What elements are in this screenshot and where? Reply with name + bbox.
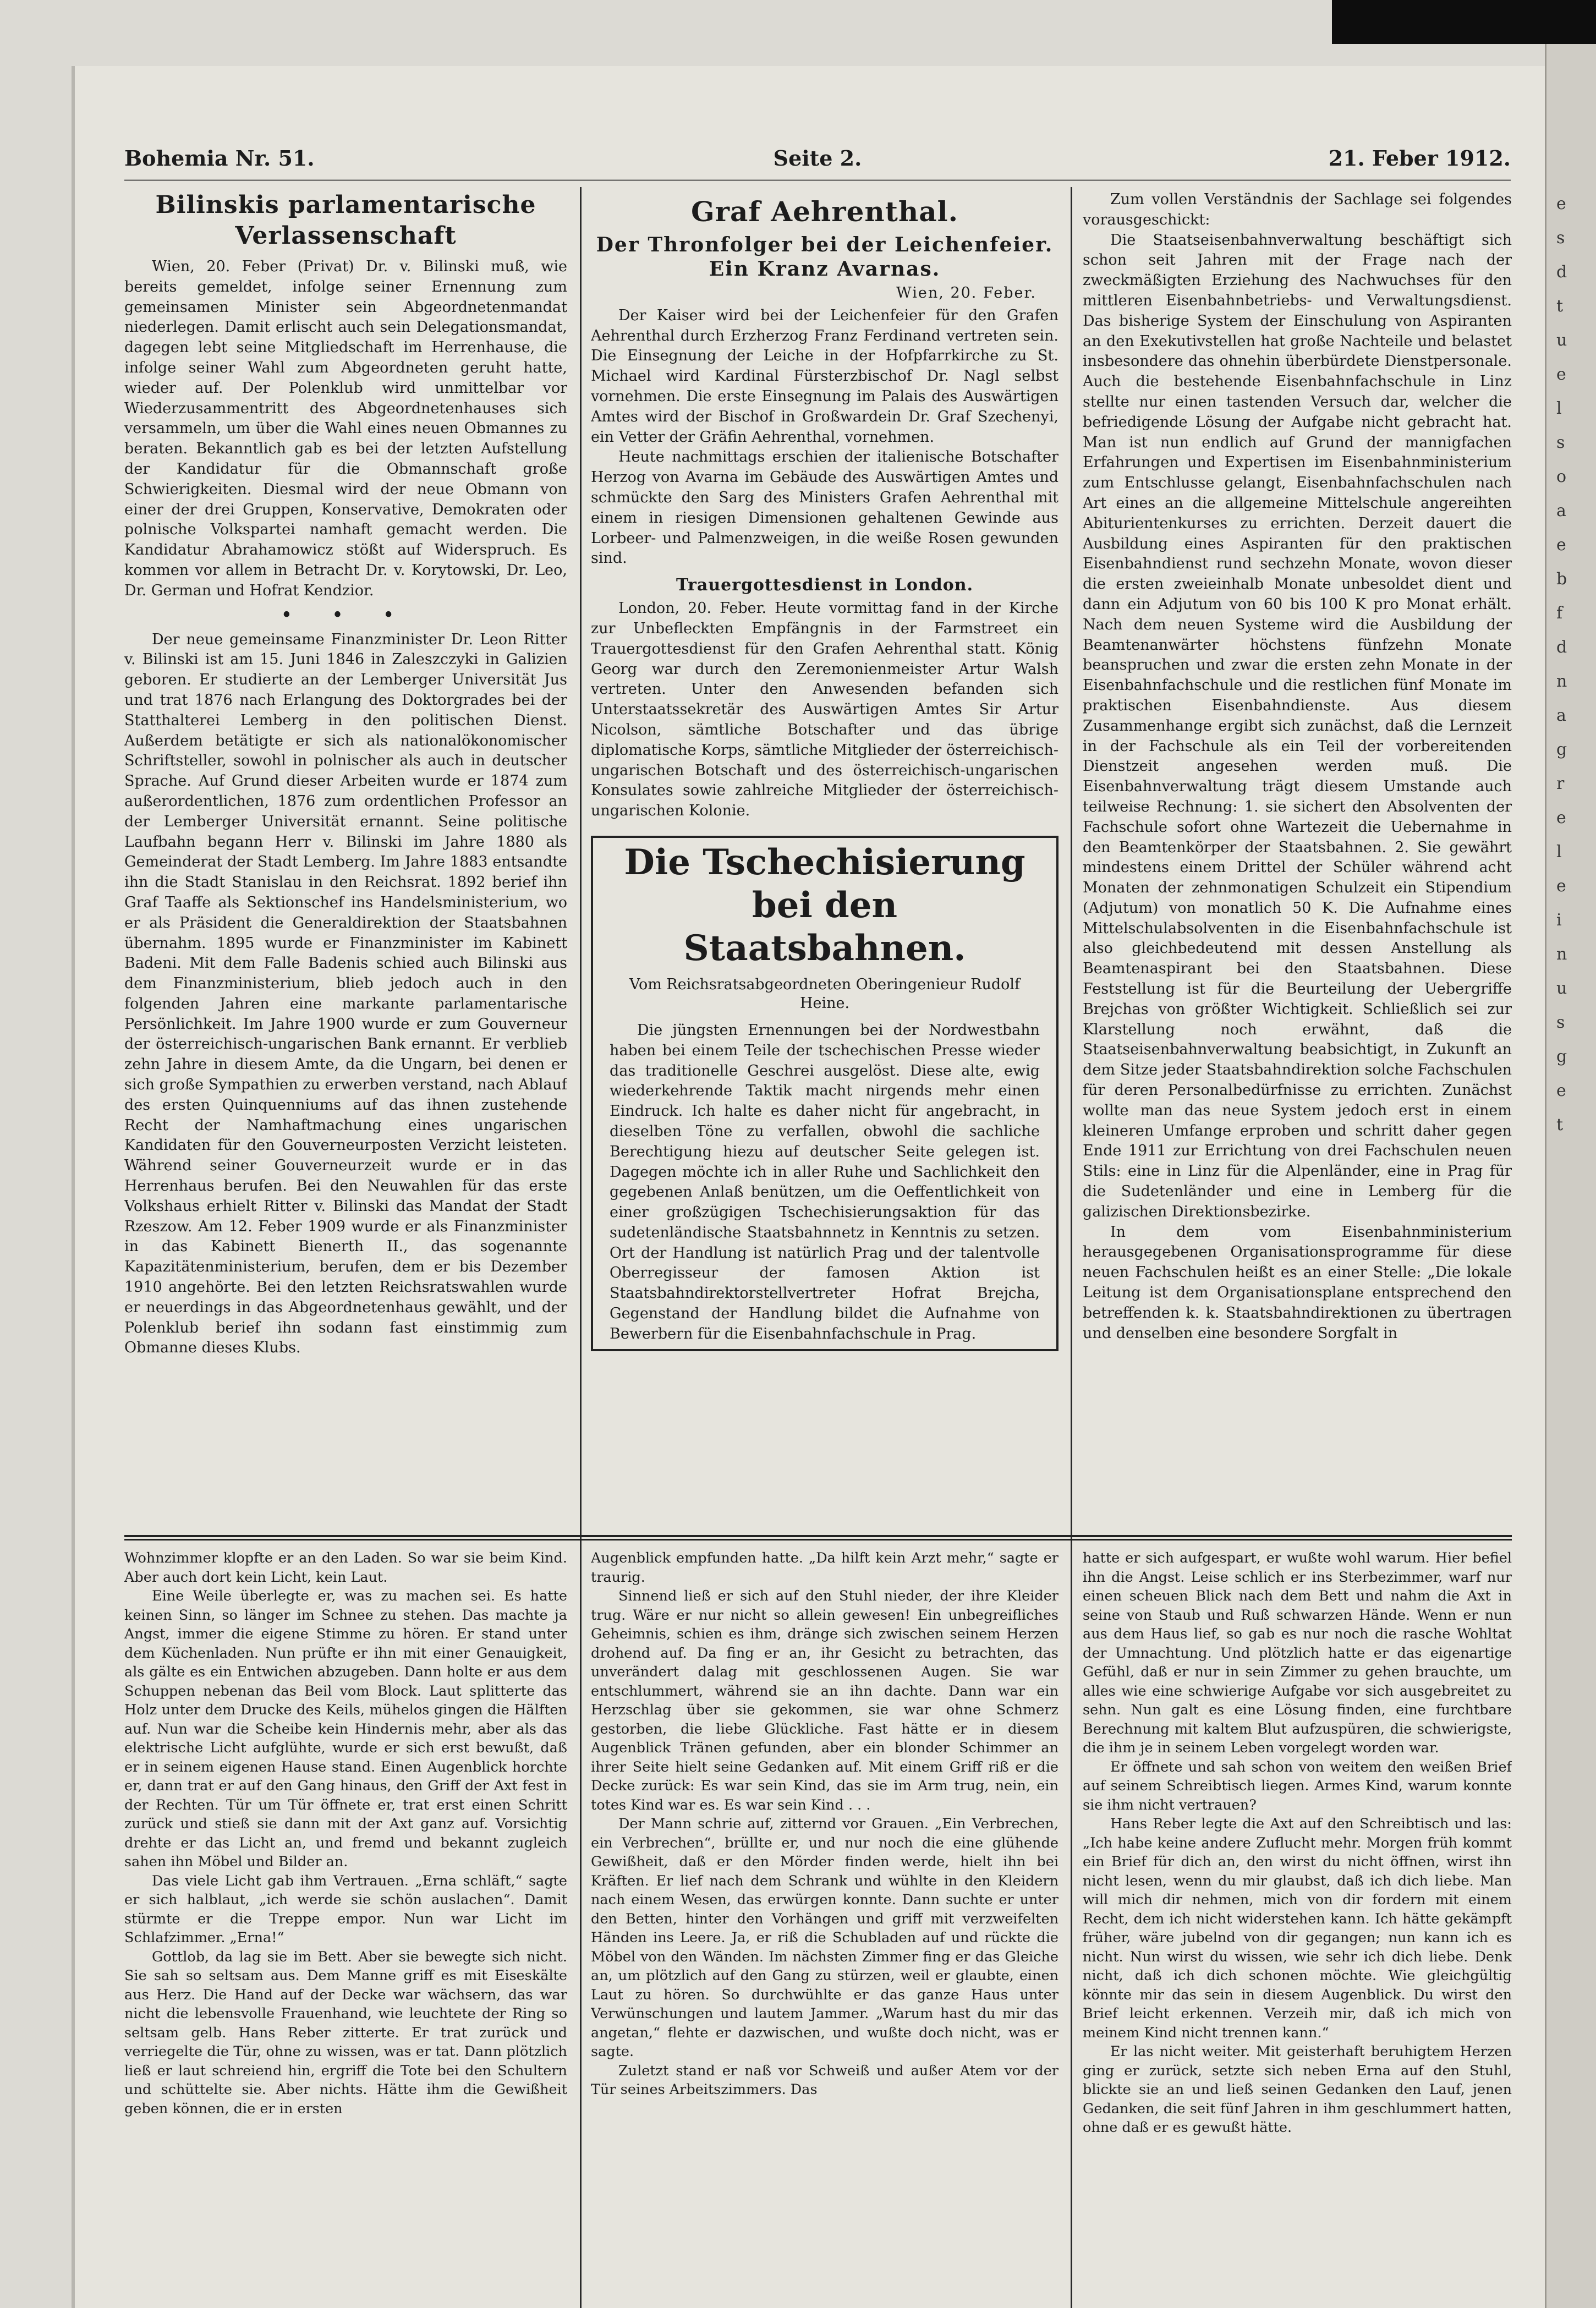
paragraph: Gottlob, da lag sie im Bett. Aber sie bewegte sich nicht. Sie sah so seltsam aus. Dem Manne griff es mit Eiseskälte aus Herz. Die Hand auf der Decke war wächsern, das war nicht die lebensvolle Frauenhand, wie leuchtete der Ring so seltsam gelb. Hans Reber zitterte. Er trat zurück und verriegelte die Tür, ohne zu wissen, was er tat. Dann plötzlich ließ er laut schreiend hin, ergriff die Tote bei den Schultern und schüttelte sie. Aber nichts. Hätte ihm die Gewißheit geben können, die er in ersten	[124, 1948, 567, 2117]
adjacent-page-letter: e	[1556, 1081, 1566, 1100]
adjacent-page-letter: a	[1556, 706, 1566, 725]
article-tschechisierung	[591, 836, 1058, 1351]
column-rule	[580, 187, 582, 2308]
adjacent-page-letter: g	[1556, 1047, 1567, 1066]
adjacent-page-letter: u	[1556, 331, 1567, 350]
paragraph: Die jüngsten Ernennungen bei der Nordwestbahn haben bei einem Teile der tschechischen Presse wieder das traditionelle Geschrei ausgelöst. Diese alte, ewig wiederkehrende Taktik macht nirgends mehr einen Eindruck. Ich halte es daher nicht für angebracht, in dieselben Töne zu verfallen, obwohl die sachliche Berechtigung hiezu auf deutscher Seite gelegen ist. Dagegen möchte ich in aller Ruhe und Sachlichkeit den gegebenen Anlaß benützen, um die Oeffentlichkeit von einer großzügigen Tschechisierungsaktion für das sudetenländische Staatsbahnnetz in Kenntnis zu setzen. Ort der Handlung ist natürlich Prag und der talentvolle Oberregisseur der famosen Aktion ist Staatsbahndirektorstellvertreter Hofrat Brejcha, Gegenstand der Handlung bildet die Aufnahme von Bewerbern für die Eisenbahnfachschule in Prag.	[610, 1021, 1040, 1342]
adjacent-page-letter: g	[1556, 740, 1567, 759]
adjacent-page-letter: n	[1556, 945, 1567, 964]
column-rule	[1071, 187, 1072, 2308]
paragraph: Wien, 20. Feber (Privat) Dr. v. Bilinski muß, wie bereits gemeldet, infolge seiner Ernennung zum gemeinsamen Minister sein Abgeordnetenmandat niederlegen. Damit erlischt auch sein Delegationsmandat, dagegen lebt seine Mitgliedschaft im Herrenhause, die infolge seiner Wahl zum Abgeordneten geruht hatte, wieder auf. Der Polenklub wird unmittelbar vor Wiederzusammentritt des Abgeordnetenhauses sich versammeln, um über die Wahl eines neuen Obmannes zu beraten. Bekanntlich gab es bei der letzten Aufstellung der Kandidatur für die Obmannschaft große Schwierigkeiten. Diesmal wird der neue Obmann von einer der drei Gruppen, Konservative, Demokraten oder polnische Volkspartei namhaft gemacht werden. Die Kandidatur Abrahamowicz stößt auf Widerspruch. Es kommen vor allem in Betracht Dr. v. Korytowski, Dr. Leo, Dr. German und Hofrat Kendzior.	[124, 258, 567, 599]
paragraph: In dem vom Eisenbahnministerium herausgegebenen Organisationsprogramme für diese neuen Fachschulen heißt es an einer Stelle: „Die lokale Leitung ist dem Organisationsplane entsprechend den betreffenden k. k. Staatsbahndirektionen zu übertragen und denselben eine besondere Sorgfalt in	[1083, 1223, 1512, 1342]
adjacent-page-letter: l	[1556, 842, 1562, 862]
feuilleton-column-3	[1083, 1549, 1512, 2302]
header-date: 21. Feber 1912.	[1328, 146, 1511, 171]
adjacent-page-letter: t	[1556, 297, 1564, 316]
adjacent-page-letter: b	[1556, 569, 1567, 589]
adjacent-page-letter: t	[1556, 1115, 1564, 1134]
adjacent-page-text	[1546, 44, 1596, 1142]
adjacent-page-letter: o	[1556, 467, 1567, 486]
paragraph: Der Mann schrie auf, zitternd vor Grauen. „Ein Verbrechen, ein Verbrechen“, brüllte er, und nur noch die eine glühende Gewißheit, daß er den Mörder finden werde, hielt ihn bei Kräften. Er lief nach dem Schrank und wühlte in den Kleidern nach einem Wesen, das erwürgen konnte. Dann suchte er unter den Betten, hinter den Vorhängen und griff mit verzweifelten Händen ins Leere. Ja, er riß die Schubladen auf und rückte die Möbel von den Wänden. Im nächsten Zimmer fing er das Gleiche an, um plötzlich auf den Gang zu stürzen, weil er glaubte, einen Laut zu hören. So durchwühlte er das ganze Haus unter Verwünschungen und lautem Jammer. „Warum hast du mir das angetan,“ flehte er dazwischen, und wußte doch nicht, was er sagte.	[591, 1816, 1058, 2060]
byline: Vom Reichsratsabgeordneten Oberingenieur Rudolf Heine.	[629, 975, 1021, 1012]
adjacent-page-letter: i	[1556, 911, 1562, 930]
adjacent-page-letter: e	[1556, 876, 1566, 896]
adjacent-page-letter: u	[1556, 979, 1567, 998]
paragraph: Der neue gemeinsame Finanzminister Dr. Leon Ritter v. Bilinski ist am 15. Juni 1846 in Zaleszczyki in Galizien geboren. Er studierte an der Lemberger Universität Jus und trat 1876 nach Erlangung des Doktorgrades bei der Statthalterei Lemberg in den politischen Dienst. Außerdem betätigte er sich als nationalökonomischer Schriftsteller, sowohl in polnischer als auch in deutscher Sprache. Auf Grund dieser Arbeiten wurde er 1874 zum außerordentlichen, 1876 zum ordentlichen Professor an der Lemberger Universität ernannt. Seine politische Laufbahn begann Herr v. Bilinski im Jahre 1880 als Gemeinderat der Stadt Lemberg. Im Jahre 1883 entsandte ihn die Stadt Stanislau in den Reichsrat. 1892 berief ihn Graf Taaffe als Sektionschef ins Handelsministerium, wo er als Präsident die Generaldirektion der Staatsbahnen übernahm. 1895 wurde er Finanzminister im Kabinett Badeni. Mit dem Falle Badenis schied auch Bilinski aus dem Finanzministerium, blieb jedoch auch in den folgenden Jahren eine markante parlamentarische Persönlichkeit. Im Jahre 1900 wurde er zum Gouverneur der österreichisch-ungarischen Bank ernannt. Er verblieb zehn Jahre in diesem Amte, da die Ungarn, bei denen er sich große Sympathien zu erwerben verstand, nach Ablauf des ersten Quinquenniums auf das ihnen zustehende Recht der Namhaftmachung eines ungarischen Kandidaten für den Gouverneurposten Verzicht leisteten. Während seiner Gouverneurzeit wurde er in das Herrenhaus berufen. Bei den Neuwahlen für das erste Volkshaus erhielt Ritter v. Bilinski das Mandat der Stadt Rzeszow. Am 12. Feber 1909 wurde er als Finanzminister in das Kabinett Bienerth II., das sogenannte Kapazitätenministerium, berufen, dem er bis Dezember 1910 angehörte. Bei den letzten Reichsratswahlen wurde er neuerdings in das Abgeordnetenhaus gewählt, und der Polenklub berief ihn sodann fast einstimmig zum Obmanne dieses Klubs.	[124, 631, 567, 1357]
scan-dark-corner	[1332, 0, 1596, 44]
running-header	[124, 146, 1511, 181]
article-title: Die Tschechisierung bei den Staatsbahnen.	[624, 841, 1025, 969]
paragraph: Zuletzt stand er naß vor Schweiß und außer Atem vor der Tür seines Arbeitszimmers. Das	[591, 2062, 1058, 2098]
paragraph: Das viele Licht gab ihm Vertrauen. „Erna schläft,“ sagte er sich halblaut, „ich werde sie schön auslachen“. Damit stürmte er die Treppe empor. Nun war Licht im Schlafzimmer. „Erna!“	[124, 1872, 567, 1946]
article-title: Bilinskis parlamentarische Verlassenschaft	[155, 191, 536, 250]
section-divider: • • •	[281, 604, 411, 627]
paragraph: Hans Reber legte die Axt auf den Schreibtisch und las: „Ich habe keine andere Zuflucht mehr. Morgen früh kommt ein Brief für dich an, den wirst du nicht öffnen, wirst ihn nicht lesen, wenn du mir glaubst, daß ich dich liebe. Man will mich dir nehmen, mich von dir fordern mit einem Recht, dem ich nicht widerstehen kann. Ich hätte gekämpft früher, wäre jubelnd von dir gegangen; nun kann ich es nicht. Nun wirst du wissen, wie sehr ich dich liebe. Denk nicht, daß ich dich schonen möchte. Wie gleichgültig könnte mir das sein in diesem Augenblick. Du wirst den Brief leicht erkennen. Verzeih mir, daß ich mich von meinem Kind nicht trennen kann.“	[1083, 1816, 1512, 2041]
article-subtitle: Der Thronfolger bei der Leichenfeier. Ein Kranz Avarnas.	[596, 233, 1054, 281]
paragraph: Wohnzimmer klopfte er an den Laden. So war sie beim Kind. Aber auch dort kein Licht, kein Laut.	[124, 1550, 567, 1586]
paragraph: hatte er sich aufgespart, er wußte wohl warum. Hier befiel ihn die Angst. Leise schlich er ins Sterbezimmer, warf nur einen scheuen Blick nach dem Bett und nahm die Axt in seine von Staub und Ruß schwarzen Hände. Wenn er nun aus dem Haus lief, so gab es nur noch die rasche Wohltat der Umnachtung. Und plötzlich hatte er das eigenartige Gefühl, daß er nur in sein Zimmer zu gehen brauchte, um alles wie eine schwierige Aufgabe vor sich ausgebreitet zu sehn. Nun galt es eine Lösung finden, eine furchtbare Berechnung mit kaltem Blut aufzuspüren, die schwierigste, die ihm je in seinem Leben vorgelegt worden war.	[1083, 1550, 1512, 1756]
paragraph: Er öffnete und sah schon von weitem den weißen Brief auf seinem Schreibtisch liegen. Armes Kind, warum konnte sie ihm nicht vertrauen?	[1083, 1758, 1512, 1813]
article-aehrenthal	[591, 196, 1058, 821]
header-page-number: Seite 2.	[773, 146, 862, 171]
header-paper-name: Bohemia Nr. 51.	[124, 146, 315, 171]
newspaper-page	[72, 66, 1546, 2308]
article-tschechisierung-continued	[1083, 190, 1512, 1527]
feuilleton-column-2	[591, 1549, 1058, 2302]
adjacent-page-edge	[1545, 44, 1596, 2308]
adjacent-page-letter: e	[1556, 194, 1566, 213]
adjacent-page-letter: e	[1556, 365, 1566, 384]
dateline: Wien, 20. Feber.	[896, 284, 1036, 301]
paragraph: Zum vollen Verständnis der Sachlage sei folgendes vorausgeschickt:	[1083, 191, 1512, 228]
adjacent-page-letter: f	[1556, 604, 1563, 623]
paragraph: Augenblick empfunden hatte. „Da hilft kein Arzt mehr,“ sagte er traurig.	[591, 1550, 1058, 1586]
adjacent-page-letter: r	[1556, 774, 1565, 793]
adjacent-page-letter: d	[1556, 638, 1567, 657]
adjacent-page-letter: s	[1556, 433, 1565, 452]
paragraph: Sinnend ließ er sich auf den Stuhl nieder, der ihre Kleider trug. Wäre er nur nicht so allein gewesen! Ein unbegreifliches Geheimnis, schien es ihm, dränge sich zwischen seinem Herzen drohend auf. Da fing er an, ihr Gesicht zu betrachten, das unverändert dalag mit geschlossenen Augen. Sie war entschlummert, während sie an ihn dachte. Dann war ein Herzschlag über sie gekommen, sie war ohne Schmerz gestorben, die liebe Glückliche. Fast hätte er in diesem Augenblick Tränen gefunden, aber ein blonder Schimmer an ihrer Seite hielt seine Gedanken auf. Mit einem Griff riß er die Decke zurück: Es war sein Kind, das sie im Arm trug, nein, ein totes Kind war es. Es war sein Kind . . .	[591, 1588, 1058, 1813]
paragraph: Die Staatseisenbahnverwaltung beschäftigt sich schon seit Jahren mit der Frage nach der zweckmäßigten Erziehung des Nachwuchses für den mittleren Eisenbahnbetriebs- und Verwaltungsdienst. Das bisherige System der Einschulung von Aspiranten an den Exekutivstellen hat große Nachteile und belastet insbesondere das ohnehin überbürdete Dienstpersonale. Auch die bestehende Eisenbahnfachschule in Linz stellte nur einen tastenden Versuch dar, welcher die befriedigende Lösung der Aufgabe nicht gebracht hat. Man ist nun endlich auf Grund der mannigfachen Erfahrungen und Expertisen im Eisenbahnministerium zum Entschlusse gelangt, Eisenbahnfachschulen nach Art eines an die allgemeine Mittelschule angereihten Abiturientenkurses zu errichten. Derzeit dauert die Ausbildung eines Aspiranten für den praktischen Eisenbahndienst rund sechzehn Monate, wovon dieser die ersten zweieinhalb Monate unbesoldet dient und dann ein Adjutum von 60 bis 100 K pro Monat erhält. Nach dem neuen Systeme wird die Ausbildung der Beamtenanwärter höchstens fünfzehn Monate beanspruchen und zwar die ersten zehn Monate in der Eisenbahnfachschule und die restlichen fünf Monate im praktischen Eisenbahndienste. Aus diesem Zusammenhange ergibt sich zunächst, daß die Lernzeit in der Fachschule als ein Teil der vorbereitenden Dienstzeit angesehen werden muß. Die Eisenbahnverwaltung trägt diesem Umstande auch teilweise Rechnung: 1. sie sichert den Absolventen der Fachschule sofort ohne Wartezeit die Uebernahme in den Beamtenkörper der Staatsbahnen. 2. Sie gewährt mindestens einem Drittel der Schüler während acht Monaten der zehnmonatigen Schulzeit ein Stipendium (Adjutum) von monatlich 50 K. Die Aufnahme eines Mittelschulabsolventen in die Eisenbahnfachschule ist also gleichbedeutend mit dessen Anstellung als Beamtenaspirant bei den Staatsbahnen. Diese Feststellung ist für die Beurteilung der Uebergriffe Brejchas von größter Wichtigkeit. Schließlich sei zur Klarstellung noch erwähnt, daß die Staatseisenbahnverwaltung beabsichtigt, in Zukunft an dem Sitze jeder Staatsbahndirektion solche Fachschulen für deren Personalbedürfnisse zu errichten. Zunächst wollte man das neue System jedoch erst in einem kleineren Umfange erproben und schritt daher gegen Ende 1911 zur Errichtung von drei Fachschulen neuen Stils: eine in Linz für die Alpenländer, eine in Prag für die Sudetenländer und eine in Lemberg für die galizischen Direktionsbezirke.	[1083, 231, 1512, 1220]
adjacent-page-letter: e	[1556, 535, 1566, 555]
adjacent-page-letter: e	[1556, 808, 1566, 827]
paragraph: Der Kaiser wird bei der Leichenfeier für den Grafen Aehrenthal durch Erzherzog Franz Ferdinand vertreten sein. Die Einsegnung der Leiche in der Hofpfarrkirche zu St. Michael wird Kardinal Fürsterzbischof Dr. Nagl selbst vornehmen. Die erste Einsegnung im Palais des Auswärtigen Amtes wird der Bischof in Großwardein Dr. Graf Szechenyi, ein Vetter der Gräfin Aehrenthal, vornehmen.	[591, 306, 1058, 446]
paragraph: Heute nachmittags erschien der italienische Botschafter Herzog von Avarna im Gebäude des Auswärtigen Amtes und schmückte den Sarg des Ministers Grafen Aehrenthal mit einem in riesigen Dimensionen gehaltenen Gewinde aus Lorbeer- und Palmenzweigen, in die weiße Rosen gewunden sind.	[591, 448, 1058, 567]
adjacent-page-letter: d	[1556, 262, 1567, 282]
paragraph: Eine Weile überlegte er, was zu machen sei. Es hatte keinen Sinn, so länger im Schnee zu stehen. Das machte ja Angst, immer die eigene Stimme zu hören. Er stand unter dem Küchenladen. Nun prüfte er ihn mit einer Genauigkeit, als gälte es ein Entwichen abzugeben. Dann holte er aus dem Schuppen nebenan das Beil vom Block. Laut splitterte das Holz unter dem Drucke des Keils, mühelos gingen die Hälften auf. Nun war die Scheibe kein Hindernis mehr, aber als das elektrische Licht aufglühte, wurde er sich erst bewußt, daß er in seinem eigenen Hause stand. Einen Augenblick horchte er, dann trat er auf den Gang hinaus, den Griff der Axt fest in der Rechten. Tür um Tür öffnete er, trat erst einen Schritt zurück und stieß sie dann mit der Axt ganz auf. Vorsichtig drehte er das Licht an, und fremd und bekannt zugleich sahen ihn Möbel und Bilder an.	[124, 1588, 567, 1870]
column-middle	[591, 190, 1058, 1527]
feuilleton-separator	[124, 1535, 1512, 1541]
paragraph: London, 20. Feber. Heute vormittag fand in der Kirche zur Unbefleckten Empfängnis in der Farmstreet ein Trauergottesdienst für den Grafen Aehrenthal statt. König Georg war durch den Zeremonienmeister Artur Walsh vertreten. Unter den Anwesenden befanden sich Unterstaatssekretär des Auswärtigen Amtes Sir Artur Nicolson, sämtliche Botschafter und das übrige diplomatische Korps, sämtliche Mitglieder der österreichisch-ungarischen Botschaft und des österreichisch-ungarischen Konsulates sowie zahlreiche Mitglieder der österreichisch-ungarischen Kolonie.	[591, 600, 1058, 820]
adjacent-page-letter: n	[1556, 672, 1567, 691]
adjacent-page-letter: l	[1556, 399, 1562, 418]
paragraph: Er las nicht weiter. Mit geisterhaft beruhigtem Herzen ging er zurück, setzte sich neben Erna auf den Stuhl, blickte sie an und ließ seinen Gedanken den Lauf, jenen Gedanken, die seit fünf Jahren in ihm geschlummert hatten, ohne daß er es gewußt hätte.	[1083, 2043, 1512, 2136]
article-title: Graf Aehrenthal.	[690, 195, 959, 228]
adjacent-page-letter: s	[1556, 228, 1565, 248]
adjacent-page-letter: s	[1556, 1013, 1565, 1032]
article-bilinski	[124, 190, 567, 1518]
feuilleton-column-1	[124, 1549, 567, 2302]
adjacent-page-letter: a	[1556, 501, 1566, 520]
section-heading: Trauergottesdienst in London.	[676, 575, 974, 595]
